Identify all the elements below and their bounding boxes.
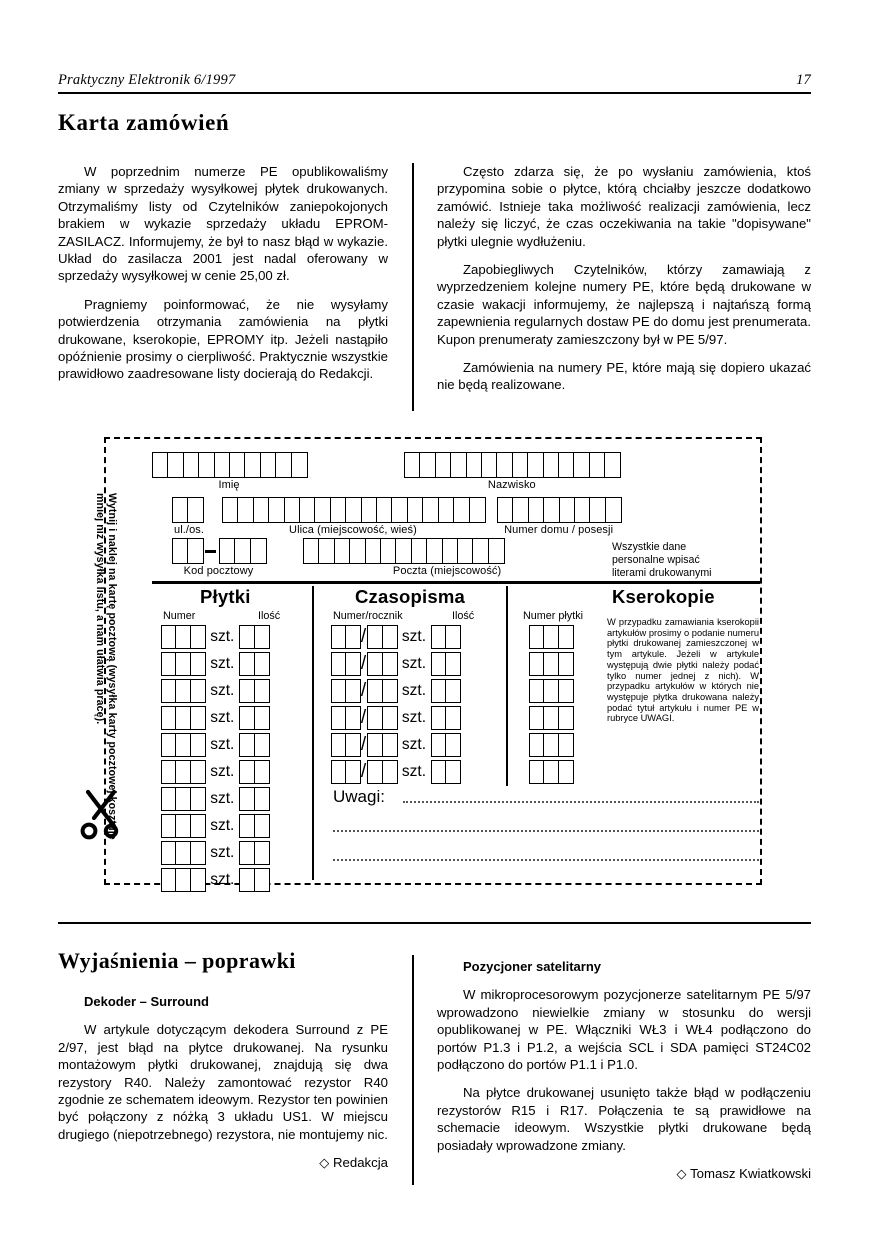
article-column-left [58,163,388,383]
article-column-right [437,163,811,394]
field-nazwisko [404,452,620,491]
unit-label: szt. [210,762,235,780]
slash-separator: / [360,761,367,782]
digit-box[interactable] [558,679,574,703]
section-divider-1 [312,586,314,880]
slash-separator: / [360,626,367,647]
page-number: 17 [796,72,811,88]
order-row-czasopisma[interactable] [331,731,460,758]
digit-box[interactable] [254,841,270,865]
kod-pocztowy-label: Kod pocztowy [183,565,254,577]
header-rule [58,92,811,94]
order-row-plytki[interactable] [161,731,268,758]
corrections-right-heading: Pozycjoner satelitarny [463,959,601,974]
poczta-boxes[interactable] [303,538,503,564]
plytki-numer-label: Numer [163,610,196,622]
order-row-plytki[interactable] [161,839,268,866]
uwagi-label: Uwagi: [333,787,385,806]
column-divider [412,163,414,411]
capitals-note-line: personalne wpisać [612,554,700,566]
paragraph: W mikroprocesorowym pozycjonerze satelitarnym PE 5/97 wprowadzono niewielkie zmiany w stosunku do wersji opublikowanej w PE. Włączniki WŁ3 i WŁ4 podłączono do portów P1.3 i P1.2, a wejścia SCL i SDA pamięci ST24C02 podłączono do portów P1.1 i P1.0. [437,987,811,1073]
section-title-czasopisma: Czasopisma [355,586,465,607]
paragraph: Często zdarza się, że po wysłaniu zamówienia, ktoś przypomina sobie o płytce, którą chciałby jeszcze dodatkowo zamówić. Istnieje taka możliwość realizacji zamówienia, lecz należy się liczyć, że czas oczekiwania na takie "dopisywane" płytki ulegnie wydłużeniu. [437,164,811,249]
imie-label: Imię [218,479,240,491]
digit-box[interactable] [254,760,270,784]
digit-box[interactable] [445,625,461,649]
character-box[interactable] [605,497,622,523]
corrections-left-signature: ◇ Redakcja [319,1155,388,1171]
field-ulos [172,497,204,536]
nazwisko-label: Nazwisko [487,479,536,491]
digit-box[interactable] [254,706,270,730]
character-box[interactable] [469,497,486,523]
unit-label: szt. [210,627,235,645]
nazwisko-boxes[interactable] [404,452,620,478]
digit-box[interactable] [254,787,270,811]
ulica-label: Ulica (miejscowość, wieś) [289,524,417,536]
order-row-plytki[interactable] [161,785,268,812]
digit-box[interactable] [558,625,574,649]
order-row-kserokopie[interactable] [529,758,572,785]
uwagi-line[interactable] [403,801,759,803]
order-row-czasopisma[interactable] [331,623,460,650]
digit-box[interactable] [558,706,574,730]
scissors-icon [80,786,124,842]
paragraph: Na płytce drukowanej usunięto także błąd w podłączeniu rezystorów R15 i R17. Połączenia te są prawidłowe na schemacie ideowym. Wszystkie płytki drukowane będą posiadały wprowadzone zmiany. [437,1085,811,1153]
kserokopie-numer-label: Numer płytki [523,610,583,622]
unit-label: szt. [401,681,427,699]
uwagi-line[interactable] [333,830,759,832]
slash-separator: / [360,680,367,701]
kod-dash [203,538,219,564]
kserokopie-note: W przypadku zamawiania kserokopii artykułów prosimy o podanie numeru płytki drukowanej zamieszczonej w tym artykule. Jeżeli w artykule występują dwie płytki należy podać tylko numer jednej z nich). W przypadku artykułów w których nie występuje płytka drukowana należy podać tytuł artykułu i numer PE w rubryce UWAGI. [607,617,759,724]
order-row-plytki[interactable] [161,650,268,677]
paragraph: W poprzednim numerze PE opublikowaliśmy zmiany w sprzedaży wysyłkowej płytek drukowanych. Otrzymaliśmy listy od Czytelników zaniepokojonych brakiem w wykazie sprzedaży układu EPROM-ZASILACZ. Informujemy, że był to nasz błąd w wykazie. Układ do zasilacza 2001 jest nadal oferowany w sprzedaży wysyłkowej w cenie 25,00 zł. [58,164,388,284]
digit-box[interactable] [445,679,461,703]
plytki-ilosc-label: Ilość [258,610,281,622]
unit-label: szt. [401,654,427,672]
unit-label: szt. [210,681,235,699]
czasopisma-rows [331,623,460,785]
order-row-czasopisma[interactable] [331,704,460,731]
digit-box[interactable] [254,679,270,703]
order-row-plytki[interactable] [161,704,268,731]
section-rule [58,922,811,924]
imie-boxes[interactable] [152,452,306,478]
unit-label: szt. [401,627,427,645]
ulos-label: ul./os. [174,524,205,536]
unit-label: szt. [210,735,235,753]
running-head [58,72,811,89]
numer-domu-boxes[interactable] [497,497,620,523]
order-row-plytki[interactable] [161,812,268,839]
digit-box[interactable] [445,733,461,757]
order-row-kserokopie[interactable] [529,677,572,704]
corrections-left-heading: Dekoder – Surround [84,994,209,1009]
digit-box[interactable] [254,625,270,649]
paragraph: Pragniemy poinformować, że nie wysyłamy potwierdzenia otrzymania zamówienia na płytki drukowane, kserokopie, EPROMY itp. Jeżeli nastąpiło opóźnienie prosimy o cierpliwość. Praktycznie wszystkie prawidłowo zaadresowane listy docierają do Redakcji. [58,296,388,382]
unit-label: szt. [210,816,235,834]
character-box[interactable] [291,452,308,478]
unit-label: szt. [210,708,235,726]
slash-separator: / [360,734,367,755]
capitals-note-line: literami drukowanymi [612,567,712,579]
paragraph: Zapobiegliwych Czytelników, którzy zamawiają z wyprzedzeniem kolejne numery PE, które będą drukowane w czasie wakacji informujemy, że najlepszą i najtańszą formą zapewnienia regularnych dostaw PE do domu jest prenumerata. Kupon prenumeraty zamieszczony był w PE 5/97. [437,262,811,347]
plytki-rows [161,623,268,893]
sections-top-rule [152,581,760,584]
order-row-czasopisma[interactable] [331,650,460,677]
field-imie [152,452,306,491]
unit-label: szt. [210,654,235,672]
ulica-boxes[interactable] [222,497,484,523]
order-row-kserokopie[interactable] [529,704,572,731]
column-divider-lower [412,955,414,1185]
digit-box[interactable] [254,814,270,838]
uwagi-line[interactable] [333,859,759,861]
corrections-column-left [58,993,388,1172]
ulos-boxes[interactable] [172,497,204,523]
czasopisma-ilosc-label: Ilość [452,610,475,622]
digit-box[interactable] [254,733,270,757]
unit-label: szt. [210,843,235,861]
section-title-plytki: Płytki [200,586,251,607]
digit-box[interactable] [558,760,574,784]
unit-label: szt. [210,789,235,807]
order-row-kserokopie[interactable] [529,731,572,758]
capitals-note-line: Wszystkie dane [612,541,687,553]
digit-box[interactable] [445,652,461,676]
order-row-plytki[interactable] [161,866,268,893]
kod-pocztowy-boxes[interactable] [172,538,265,564]
digit-box[interactable] [558,733,574,757]
numer-domu-label: Numer domu / posesji [504,524,614,536]
field-numer-domu [497,497,620,536]
page-title: Karta zamówień [58,110,230,135]
paragraph: W artykule dotyczącym dekodera Surround z PE 2/97, jest błąd na płytce drukowanej. Na rysunku montażowym płytki drukowanej, znajdują się dwa rezystory R40. Należy zamontować rezystor R40 zgodnie ze schematem ideowym. Rezystor ten powinien być połączony z nóżką 3 układu US1. W miejscu drugiego (niepotrzebnego) rezystora, nie montujemy nic. [58,1022,388,1142]
poczta-label: Poczta (miejscowość) [392,565,502,577]
digit-box[interactable] [445,706,461,730]
order-row-plytki[interactable] [161,758,268,785]
digit-box[interactable] [558,652,574,676]
slash-separator: / [360,707,367,728]
paragraph: Zamówienia na numery PE, które mają się dopiero ukazać nie będą realizowane. [437,360,811,393]
order-row-kserokopie[interactable] [529,650,572,677]
unit-label: szt. [401,735,427,753]
corrections-right-signature: ◇ Tomasz Kwiatkowski [676,1166,811,1182]
character-box[interactable] [488,538,505,564]
order-row-kserokopie[interactable] [529,623,572,650]
capitals-note [612,541,712,580]
section-title-kserokopie: Kserokopie [612,586,715,607]
order-row-czasopisma[interactable] [331,677,460,704]
kserokopie-rows [529,623,572,785]
order-row-czasopisma[interactable] [331,758,460,785]
field-kod-pocztowy [172,538,265,577]
field-poczta [303,538,503,577]
field-ulica [222,497,484,536]
character-box[interactable] [187,497,204,523]
character-box[interactable] [250,538,267,564]
unit-label: szt. [210,870,235,888]
digit-box[interactable] [445,760,461,784]
corrections-title: Wyjaśnienia – poprawki [58,948,296,973]
character-box[interactable] [604,452,621,478]
corrections-column-right [437,958,811,1182]
section-divider-2 [506,586,508,786]
unit-label: szt. [401,708,427,726]
digit-box[interactable] [254,652,270,676]
order-row-plytki[interactable] [161,677,268,704]
czasopisma-numer-label: Numer/rocznik [333,610,403,622]
order-row-plytki[interactable] [161,623,268,650]
digit-box[interactable] [254,868,270,892]
slash-separator: / [360,653,367,674]
unit-label: szt. [401,762,427,780]
cut-out-instruction: Wytnij i naklej na kartę pocztową (wysyłka karty pocztowej kosztuje mniej niż wysyłka listu, a nam ułatwia pracę). [93,493,118,840]
journal-title: Praktyczny Elektronik 6/1997 [58,72,236,88]
